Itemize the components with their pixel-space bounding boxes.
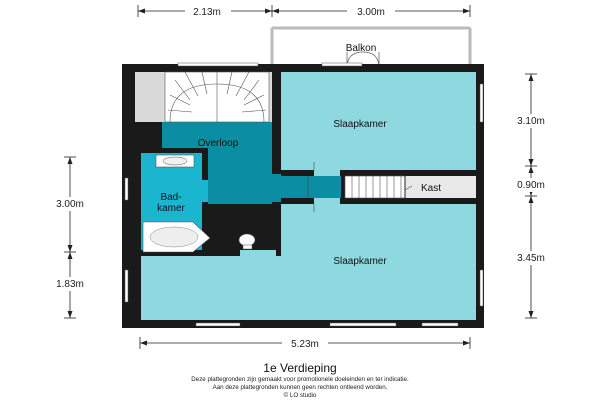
dim-left-lower: 1.83m — [56, 279, 84, 290]
balcony — [272, 28, 470, 68]
room-label-kast: Kast — [420, 183, 442, 194]
disclaimer-line-2: Aan deze plattegronden kunnen geen rechten ontleend worden. — [212, 384, 388, 391]
dim-right-middle: 0.90m — [517, 180, 545, 191]
dim-right-lower: 3.45m — [517, 253, 545, 264]
attic-stair — [345, 176, 412, 198]
room-label-slaapkamer-top: Slaapkamer — [333, 119, 387, 130]
dimension-top — [138, 4, 470, 18]
room-label-overloop: Overloop — [197, 138, 239, 149]
room-slaapkamer-bottom-left — [141, 256, 281, 320]
dim-left-upper: 3.00m — [56, 199, 84, 210]
dim-right-upper: 3.10m — [517, 116, 545, 127]
room-label-badkamer-line1: Bad- — [160, 192, 182, 203]
dim-bottom: 5.23m — [291, 339, 319, 350]
room-label-badkamer-line2: kamer — [157, 203, 185, 214]
copyright-text: © LO studio — [283, 392, 317, 399]
dimension-right — [509, 74, 553, 318]
room-label-slaapkamer-bottom: Slaapkamer — [333, 256, 387, 267]
dimension-left — [48, 157, 92, 318]
floorplan-title: 1e Verdieping — [263, 361, 337, 375]
dimension-bottom — [140, 336, 470, 350]
dim-top-left: 2.13m — [193, 7, 221, 18]
main-staircase — [165, 72, 269, 122]
room-overloop-lower — [208, 160, 272, 204]
toilet — [239, 234, 255, 246]
room-label-balkon: Balkon — [345, 43, 377, 54]
dim-top-right: 3.00m — [357, 7, 385, 18]
disclaimer-line-1: Deze plattegronden zijn gemaakt voor promotionele doeleinden en ter indicatie. — [191, 376, 409, 383]
